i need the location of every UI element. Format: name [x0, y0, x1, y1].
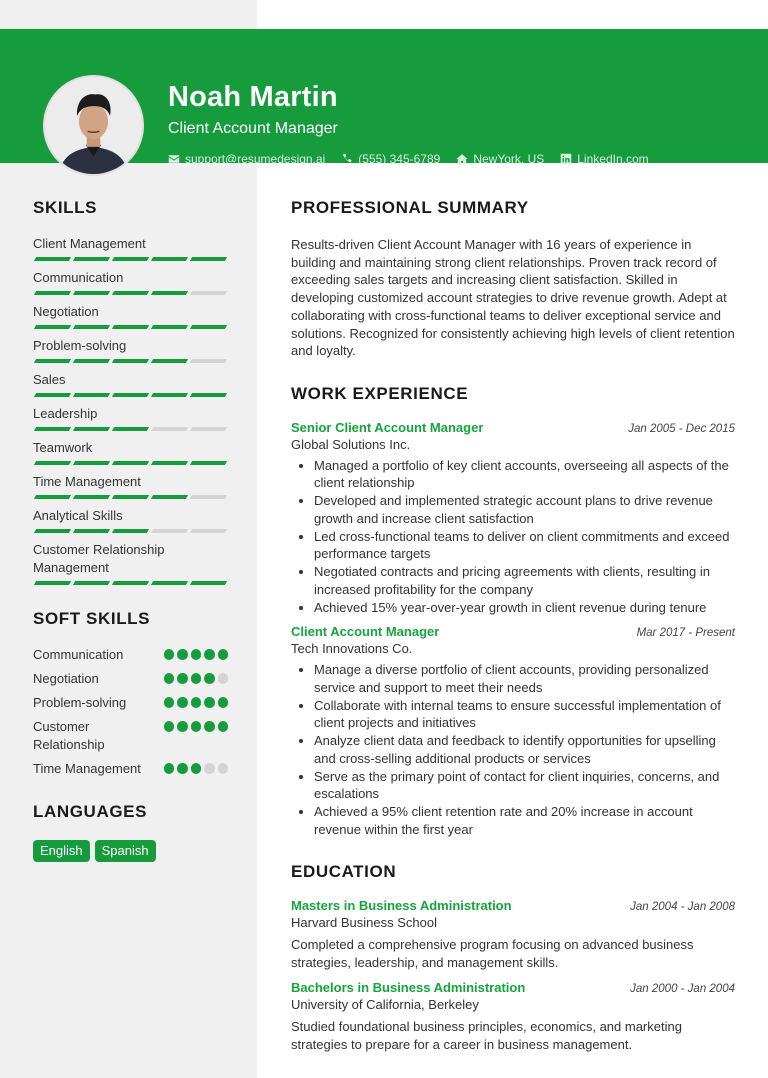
rating-dot-icon: [204, 673, 215, 684]
rating-dot-icon: [164, 697, 175, 708]
job-bullets: [291, 661, 735, 838]
skill-level-bar: [33, 359, 228, 363]
job-title: Senior Client Account Manager: [291, 419, 484, 435]
rating-dot-icon: [177, 763, 188, 774]
degree-title: Bachelors in Business Administration: [291, 979, 526, 995]
skill-level-segment: [73, 495, 110, 499]
skill-item: [33, 337, 228, 363]
degree-dates: Jan 2000 - Jan 2004: [630, 982, 735, 995]
skill-level-segment: [73, 393, 110, 397]
skill-level-segment: [151, 393, 188, 397]
rating-dot-icon: [204, 649, 215, 660]
rating-dot-icon: [218, 649, 229, 660]
company-name: Global Solutions Inc.: [291, 436, 411, 452]
skill-level-segment: [112, 325, 149, 329]
soft-skill-name: Communication: [33, 647, 124, 662]
degree-title: Masters in Business Administration: [291, 898, 512, 914]
education-entry: [291, 898, 735, 971]
skill-level-segment: [190, 325, 227, 329]
soft-skill-rating: [164, 718, 229, 754]
job-bullet: • Manage a diverse portfolio of client accounts, providing personalized service and support to meet their needs: [314, 661, 735, 696]
skill-item: [33, 303, 228, 329]
skill-level-segment: [112, 359, 149, 363]
contact-linkedin-text: LinkedIn.com: [577, 152, 649, 166]
job-bullet: • Achieved 15% year-over-year growth in client revenue during tenure: [314, 599, 735, 617]
skill-level-segment: [34, 325, 71, 329]
experience-entry: [291, 420, 735, 617]
soft-skill-name: Problem-solving: [33, 695, 127, 710]
skill-level-segment: [151, 529, 188, 533]
soft-skills-heading: SOFT SKILLS: [33, 609, 151, 628]
rating-dot-icon: [177, 697, 188, 708]
rating-dot-icon: [177, 721, 188, 732]
rating-dot-icon: [164, 763, 175, 774]
candidate-name: Noah Martin: [168, 81, 338, 113]
skill-level-bar: [33, 495, 228, 499]
rating-dot-icon: [204, 697, 215, 708]
rating-dot-icon: [164, 649, 175, 660]
skills-list: [33, 235, 228, 585]
experience-entry-header: [291, 420, 735, 435]
skill-level-segment: [190, 581, 227, 585]
skill-level-segment: [112, 495, 149, 499]
skill-level-segment: [34, 495, 71, 499]
candidate-role: Client Account Manager: [168, 120, 338, 137]
degree-description: Studied foundational business principles, economics, and marketing strategies to prepare for a career in business management.: [291, 1018, 682, 1052]
skill-name: Teamwork: [33, 440, 93, 455]
skill-item: [33, 507, 228, 533]
job-bullet: • Achieved a 95% client retention rate and 20% increase in account revenue within the first year: [314, 803, 735, 838]
profile-photo-icon: [45, 77, 142, 174]
languages-heading: LANGUAGES: [33, 802, 148, 821]
rating-dot-icon: [191, 721, 202, 732]
skill-level-segment: [112, 581, 149, 585]
skill-level-segment: [112, 529, 149, 533]
contact-phone-text: (555) 345-6789: [358, 152, 441, 166]
education-entry: [291, 980, 735, 1053]
skill-level-bar: [33, 427, 228, 431]
languages-section: [33, 802, 228, 862]
skill-level-bar: [33, 325, 228, 329]
header-banner: [0, 29, 768, 166]
skill-item: [33, 541, 228, 585]
rating-dot-icon: [218, 763, 229, 774]
skill-level-segment: [73, 427, 110, 431]
experience-list: [291, 420, 735, 839]
skill-level-segment: [190, 393, 227, 397]
skill-level-segment: [151, 325, 188, 329]
skill-level-segment: [73, 257, 110, 261]
skill-level-segment: [34, 581, 71, 585]
skill-level-segment: [34, 427, 71, 431]
job-dates: Jan 2005 - Dec 2015: [628, 422, 735, 435]
soft-skill-item: [33, 760, 228, 778]
language-badge: Spanish: [95, 840, 156, 862]
rating-dot-icon: [177, 673, 188, 684]
contact-list: [168, 152, 649, 166]
skill-level-segment: [73, 291, 110, 295]
skill-level-bar: [33, 291, 228, 295]
soft-skill-name: Customer Relationship: [33, 719, 105, 752]
skill-name: Communication: [33, 270, 124, 285]
skill-level-segment: [151, 495, 188, 499]
experience-entry-header: [291, 624, 735, 639]
linkedin-icon: [560, 153, 572, 165]
avatar: [43, 75, 144, 176]
contact-email[interactable]: [168, 152, 325, 166]
degree-description: Completed a comprehensive program focusing on advanced business strategies, leadership, and management skills.: [291, 937, 694, 971]
summary-section: [291, 198, 735, 360]
skill-level-segment: [151, 291, 188, 295]
skill-level-segment: [34, 291, 71, 295]
phone-icon: [341, 153, 353, 165]
skill-level-segment: [190, 359, 227, 363]
soft-skills-list: [33, 646, 228, 778]
job-bullet: • Collaborate with internal teams to ensure successful implementation of client projects and initiatives: [314, 697, 735, 732]
rating-dot-icon: [218, 721, 229, 732]
skill-level-segment: [34, 529, 71, 533]
rating-dot-icon: [191, 649, 202, 660]
rating-dot-icon: [204, 763, 215, 774]
job-bullet: • Negotiated contracts and pricing agreements with clients, resulting in increased profitability for the company: [314, 563, 735, 598]
experience-heading: WORK EXPERIENCE: [291, 383, 469, 403]
rating-dot-icon: [191, 697, 202, 708]
rating-dot-icon: [204, 721, 215, 732]
skill-level-bar: [33, 393, 228, 397]
job-bullet: • Serve as the primary point of contact for client inquiries, concerns, and escalations: [314, 768, 735, 803]
skill-level-segment: [34, 461, 71, 465]
rating-dot-icon: [191, 763, 202, 774]
language-badge: English: [33, 840, 90, 862]
skills-heading: SKILLS: [33, 198, 98, 217]
skill-name: Sales: [33, 372, 66, 387]
job-bullet: • Analyze client data and feedback to identify opportunities for upselling and cross-selling additional products or services: [314, 732, 735, 767]
skill-item: [33, 473, 228, 499]
experience-entry: [291, 624, 735, 838]
envelope-icon: [168, 153, 180, 165]
soft-skill-rating: [164, 760, 229, 778]
soft-skill-name: Negotiation: [33, 671, 99, 686]
contact-location-text: NewYork, US: [473, 152, 545, 166]
soft-skill-rating: [164, 670, 229, 688]
home-icon: [456, 153, 468, 165]
skill-level-segment: [73, 529, 110, 533]
rating-dot-icon: [191, 673, 202, 684]
skill-level-segment: [73, 581, 110, 585]
skill-level-segment: [190, 257, 227, 261]
job-dates: Mar 2017 - Present: [636, 627, 735, 640]
skill-level-segment: [190, 495, 227, 499]
skill-level-segment: [34, 257, 71, 261]
contact-email-text: support@resumedesign.ai: [185, 152, 326, 166]
degree-dates: Jan 2004 - Jan 2008: [630, 901, 735, 914]
skill-level-segment: [112, 393, 149, 397]
skill-level-segment: [73, 461, 110, 465]
skill-level-bar: [33, 257, 228, 261]
contact-location: [456, 152, 544, 166]
education-entry-header: [291, 980, 735, 995]
skill-level-bar: [33, 581, 228, 585]
skills-section: [33, 198, 228, 585]
skill-level-segment: [73, 359, 110, 363]
skill-level-segment: [151, 461, 188, 465]
education-section: [291, 862, 735, 1053]
skill-level-segment: [34, 393, 71, 397]
education-heading: EDUCATION: [291, 862, 397, 882]
skill-item: [33, 405, 228, 431]
skill-name: Negotiation: [33, 304, 99, 319]
company-name: Tech Innovations Co.: [291, 641, 413, 657]
school-name: University of California, Berkeley: [291, 996, 479, 1012]
job-bullet: • Led cross-functional teams to deliver on client commitments and exceed performance targets: [314, 528, 735, 563]
main-column: [291, 198, 735, 1053]
job-title: Client Account Manager: [291, 624, 440, 640]
skill-level-segment: [34, 359, 71, 363]
skill-name: Client Management: [33, 236, 146, 251]
job-bullet: • Developed and implemented strategic account plans to drive revenue growth and increase client satisfaction: [314, 492, 735, 527]
skill-level-segment: [190, 529, 227, 533]
soft-skills-section: [33, 609, 228, 778]
skill-level-bar: [33, 461, 228, 465]
rating-dot-icon: [164, 721, 175, 732]
skill-level-segment: [73, 325, 110, 329]
soft-skill-rating: [164, 646, 229, 664]
skill-level-segment: [151, 581, 188, 585]
skill-name: Customer Relationship Management: [33, 542, 165, 575]
skill-level-segment: [112, 257, 149, 261]
skill-level-segment: [190, 291, 227, 295]
contact-phone[interactable]: [341, 152, 440, 166]
summary-text: Results-driven Client Account Manager with 16 years of experience in building and maintaining strong client relationships. Proven track record of exceeding sales targets and increasing client satisfaction. Skilled in developing customized account strategies to drive revenue growth. Adept at collaborating with cross-functional teams to deliver exceptional service and solutions. Recognized for consistently achieving high levels of client retention and loyalty.: [291, 237, 735, 359]
soft-skill-item: [33, 694, 228, 712]
skill-item: [33, 439, 228, 465]
education-entry-header: [291, 898, 735, 913]
rating-dot-icon: [177, 649, 188, 660]
rating-dot-icon: [218, 673, 229, 684]
soft-skill-rating: [164, 694, 229, 712]
summary-heading: PROFESSIONAL SUMMARY: [291, 198, 529, 217]
job-bullet: • Managed a portfolio of key client accounts, overseeing all aspects of the client relationship: [314, 457, 735, 492]
skill-item: [33, 371, 228, 397]
languages-list: [33, 840, 228, 862]
skill-item: [33, 269, 228, 295]
skill-item: [33, 235, 228, 261]
skill-level-segment: [190, 461, 227, 465]
skill-name: Leadership: [33, 406, 98, 421]
skill-level-segment: [151, 359, 188, 363]
skill-name: Analytical Skills: [33, 508, 123, 523]
skill-level-segment: [151, 427, 188, 431]
skill-name: Problem-solving: [33, 338, 127, 353]
soft-skill-item: [33, 718, 228, 754]
skill-level-segment: [151, 257, 188, 261]
skill-level-segment: [112, 291, 149, 295]
soft-skill-name: Time Management: [33, 761, 141, 776]
soft-skill-item: [33, 670, 228, 688]
skill-level-segment: [112, 461, 149, 465]
experience-section: [291, 384, 735, 839]
soft-skill-item: [33, 646, 228, 664]
skill-level-segment: [112, 427, 149, 431]
skill-name: Time Management: [33, 474, 141, 489]
contact-linkedin[interactable]: [560, 152, 648, 166]
job-bullets: [291, 457, 735, 617]
skill-level-segment: [190, 427, 227, 431]
left-column: [33, 198, 228, 862]
education-list: [291, 898, 735, 1053]
skill-level-bar: [33, 529, 228, 533]
rating-dot-icon: [218, 697, 229, 708]
rating-dot-icon: [164, 673, 175, 684]
school-name: Harvard Business School: [291, 915, 437, 931]
